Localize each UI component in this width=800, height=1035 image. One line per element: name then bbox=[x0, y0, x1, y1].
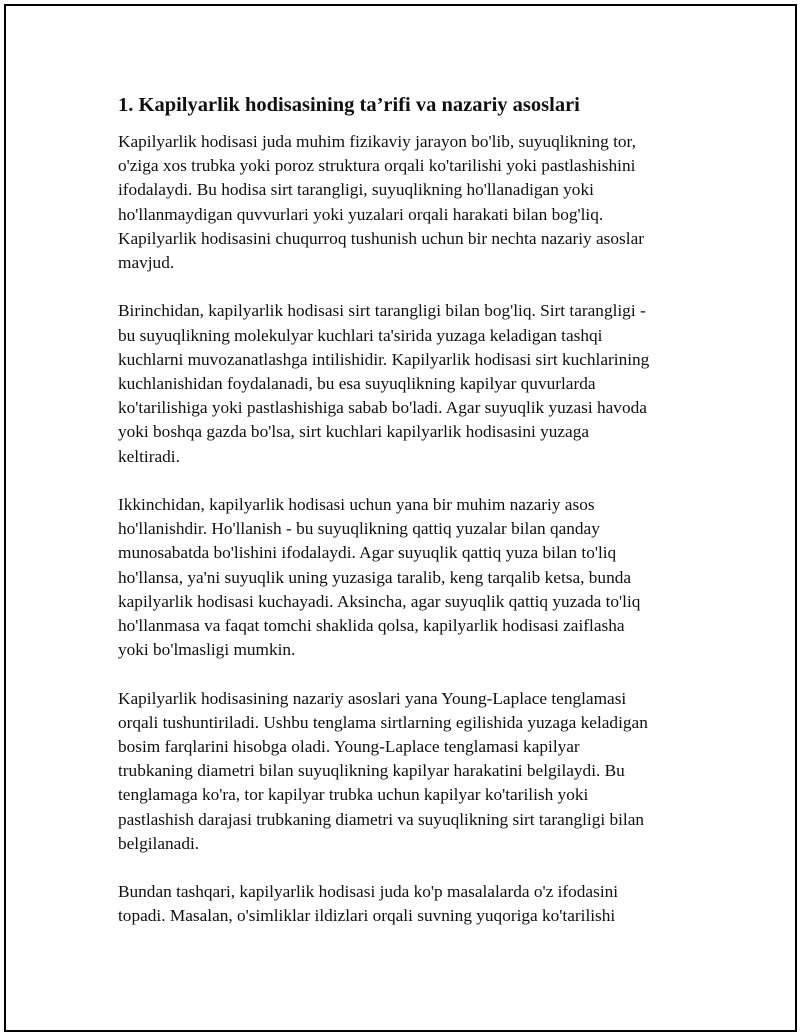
text-line: pastlashish darajasi trubkaning diametri va suyuqlikning sirt tarangligi bilan bbox=[118, 809, 645, 829]
text-line: Ikkinchidan, kapilyarlik hodisasi uchun yana bir muhim nazariy asos bbox=[118, 495, 595, 515]
text-line: bosim farqlarini hisobga oladi. Young-Laplace tenglamasi kapilyar bbox=[118, 737, 580, 757]
text-line: Kapilyarlik hodisasining nazariy asoslari yana Young-Laplace tenglamasi bbox=[118, 688, 627, 708]
text-line: trubkaning diametri bilan suyuqlikning kapilyar harakatini belgilaydi. Bu bbox=[118, 761, 625, 781]
paragraph bbox=[118, 493, 690, 662]
text-line: ho'llanmasa va faqat tomchi shaklida qolsa, kapilyarlik hodisasi zaiflasha bbox=[118, 616, 625, 636]
text-line: bu suyuqlikning molekulyar kuchlari ta'sirida yuzaga keladigan tashqi bbox=[118, 325, 603, 345]
section-heading: 1. Kapilyarlik hodisasining ta’rifi va nazariy asoslari bbox=[118, 94, 580, 116]
text-line: Bundan tashqari, kapilyarlik hodisasi juda ko'p masalalarda o'z ifodasini bbox=[118, 882, 619, 902]
text-line: ifodalaydi. Bu hodisa sirt tarangligi, suyuqlikning ho'llanadigan yoki bbox=[118, 180, 594, 200]
text-line: munosabatda bo'lishini ifodalaydi. Agar suyuqlik qattiq yuza bilan to'liq bbox=[118, 543, 617, 563]
paragraph bbox=[118, 687, 690, 856]
paragraph bbox=[118, 299, 690, 468]
text-line: yoki boshqa gazda bo'lsa, sirt kuchlari kapilyarlik hodisasini yuzaga bbox=[118, 422, 590, 442]
text-line: ho'llanishdir. Ho'llanish - bu suyuqlikning qattiq yuzalar bilan qanday bbox=[118, 519, 600, 539]
paragraph bbox=[118, 130, 690, 275]
text-line: kuchlanishidan foydalanadi, bu esa suyuqlikning kapilyar quvurlarda bbox=[118, 374, 596, 394]
text-line: yoki bo'lmasligi mumkin. bbox=[118, 640, 296, 660]
text-line: mavjud. bbox=[118, 253, 175, 273]
text-line: Kapilyarlik hodisasi juda muhim fizikaviy jarayon bo'lib, suyuqlikning tor, bbox=[118, 132, 636, 151]
text-line: Birinchidan, kapilyarlik hodisasi sirt tarangligi bilan bog'liq. Sirt tarangligi - bbox=[118, 301, 646, 321]
text-line: Kapilyarlik hodisasini chuqurroq tushunish uchun bir nechta nazariy asoslar bbox=[118, 228, 644, 248]
text-line: o'ziga xos trubka yoki poroz struktura orqali ko'tarilishi yoki pastlashishini bbox=[118, 156, 636, 176]
text-line: ho'llansa, ya'ni suyuqlik uning yuzasiga taralib, keng tarqalib ketsa, bunda bbox=[118, 567, 632, 587]
text-line: orqali tushuntiriladi. Ushbu tenglama sirtlarning egilishida yuzaga keladigan bbox=[118, 712, 648, 732]
text-line: kapilyarlik hodisasi kuchayadi. Aksincha, agar suyuqlik qattiq yuzada to'liq bbox=[118, 591, 641, 611]
paragraph-container bbox=[118, 130, 690, 929]
text-line: kuchlarni muvozanatlashga intilishidir. Kapilyarlik hodisasi sirt kuchlarining bbox=[118, 349, 650, 369]
document-body bbox=[118, 92, 690, 953]
text-line: ho'llanmaydigan quvvurlari yoki yuzalari orqali harakati bilan bog'liq. bbox=[118, 204, 604, 224]
text-line: belgilanadi. bbox=[118, 833, 200, 853]
text-line: topadi. Masalan, o'simliklar ildizlari orqali suvning yuqoriga ko'tarilishi bbox=[118, 906, 616, 926]
text-line: tenglamaga ko'ra, tor kapilyar trubka uchun kapilyar ko'tarilish yoki bbox=[118, 785, 589, 805]
paragraph bbox=[118, 880, 690, 928]
text-line: ko'tarilishiga yoki pastlashishiga sabab bo'ladi. Agar suyuqlik yuzasi havoda bbox=[118, 398, 647, 418]
text-line: keltiradi. bbox=[118, 446, 180, 466]
